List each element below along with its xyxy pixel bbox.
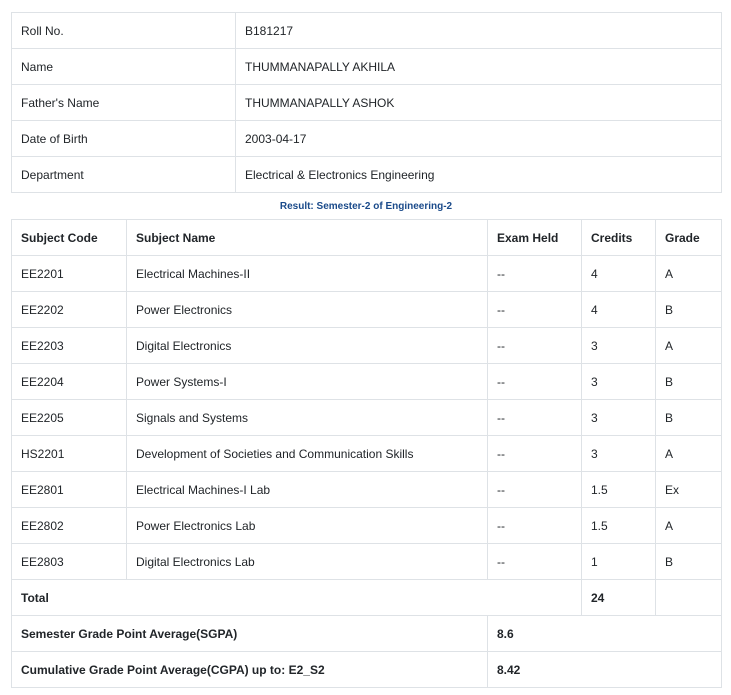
header-exam-held: Exam Held — [488, 220, 582, 256]
cgpa-value: 8.42 — [488, 652, 722, 688]
credits: 3 — [582, 436, 656, 472]
subject-code: EE2203 — [12, 328, 127, 364]
credits: 3 — [582, 328, 656, 364]
sgpa-row — [12, 616, 722, 652]
subject-row — [12, 328, 722, 364]
subject-name: Electrical Machines-II — [127, 256, 488, 292]
subject-code: EE2803 — [12, 544, 127, 580]
subject-code: EE2204 — [12, 364, 127, 400]
info-value: THUMMANAPALLY AKHILA — [236, 49, 722, 85]
credits: 1.5 — [582, 508, 656, 544]
grade: B — [656, 544, 722, 580]
info-label: Roll No. — [12, 13, 236, 49]
info-value: Electrical & Electronics Engineering — [236, 157, 722, 193]
grade: A — [656, 328, 722, 364]
info-label: Department — [12, 157, 236, 193]
results-header-row — [12, 220, 722, 256]
total-label: Total — [12, 580, 582, 616]
sgpa-value: 8.6 — [488, 616, 722, 652]
credits: 4 — [582, 256, 656, 292]
info-row-name — [12, 49, 722, 85]
info-row-department — [12, 157, 722, 193]
exam-held: -- — [488, 328, 582, 364]
grade: Ex — [656, 472, 722, 508]
subject-row — [12, 436, 722, 472]
header-subject-code: Subject Code — [12, 220, 127, 256]
exam-held: -- — [488, 436, 582, 472]
subject-name: Signals and Systems — [127, 400, 488, 436]
subject-row — [12, 292, 722, 328]
info-value: 2003-04-17 — [236, 121, 722, 157]
subject-code: EE2801 — [12, 472, 127, 508]
header-credits: Credits — [582, 220, 656, 256]
grade: A — [656, 508, 722, 544]
total-grade-empty — [656, 580, 722, 616]
subject-name: Power Electronics Lab — [127, 508, 488, 544]
credits: 1 — [582, 544, 656, 580]
cgpa-label: Cumulative Grade Point Average(CGPA) up to: E2_S2 — [12, 652, 488, 688]
header-subject-name: Subject Name — [127, 220, 488, 256]
credits: 3 — [582, 364, 656, 400]
subject-row — [12, 256, 722, 292]
info-label: Father's Name — [12, 85, 236, 121]
grade: B — [656, 292, 722, 328]
info-row-roll-no — [12, 13, 722, 49]
results-table — [11, 219, 722, 688]
credits: 3 — [582, 400, 656, 436]
subject-code: EE2802 — [12, 508, 127, 544]
info-label: Date of Birth — [12, 121, 236, 157]
subject-code: EE2202 — [12, 292, 127, 328]
sgpa-label: Semester Grade Point Average(SGPA) — [12, 616, 488, 652]
exam-held: -- — [488, 400, 582, 436]
exam-held: -- — [488, 364, 582, 400]
grade: B — [656, 364, 722, 400]
student-info-table — [11, 12, 722, 193]
info-row-dob — [12, 121, 722, 157]
info-value: THUMMANAPALLY ASHOK — [236, 85, 722, 121]
subject-name: Digital Electronics Lab — [127, 544, 488, 580]
credits: 1.5 — [582, 472, 656, 508]
exam-held: -- — [488, 292, 582, 328]
subject-code: EE2205 — [12, 400, 127, 436]
info-row-father-name — [12, 85, 722, 121]
subject-row — [12, 472, 722, 508]
subject-name: Development of Societies and Communication Skills — [127, 436, 488, 472]
cgpa-row — [12, 652, 722, 688]
grade: B — [656, 400, 722, 436]
header-grade: Grade — [656, 220, 722, 256]
exam-held: -- — [488, 256, 582, 292]
total-row — [12, 580, 722, 616]
result-title: Result: Semester-2 of Engineering-2 — [279, 201, 453, 212]
exam-held: -- — [488, 508, 582, 544]
subject-code: HS2201 — [12, 436, 127, 472]
subject-row — [12, 544, 722, 580]
subject-row — [12, 400, 722, 436]
credits: 4 — [582, 292, 656, 328]
exam-held: -- — [488, 544, 582, 580]
subject-row — [12, 508, 722, 544]
subject-name: Power Electronics — [127, 292, 488, 328]
exam-held: -- — [488, 472, 582, 508]
grade: A — [656, 436, 722, 472]
info-value: B181217 — [236, 13, 722, 49]
subject-name: Digital Electronics — [127, 328, 488, 364]
subject-row — [12, 364, 722, 400]
grade: A — [656, 256, 722, 292]
subject-name: Electrical Machines-I Lab — [127, 472, 488, 508]
subject-code: EE2201 — [12, 256, 127, 292]
subject-rows — [12, 256, 722, 580]
total-credits: 24 — [582, 580, 656, 616]
info-label: Name — [12, 49, 236, 85]
subject-name: Power Systems-I — [127, 364, 488, 400]
